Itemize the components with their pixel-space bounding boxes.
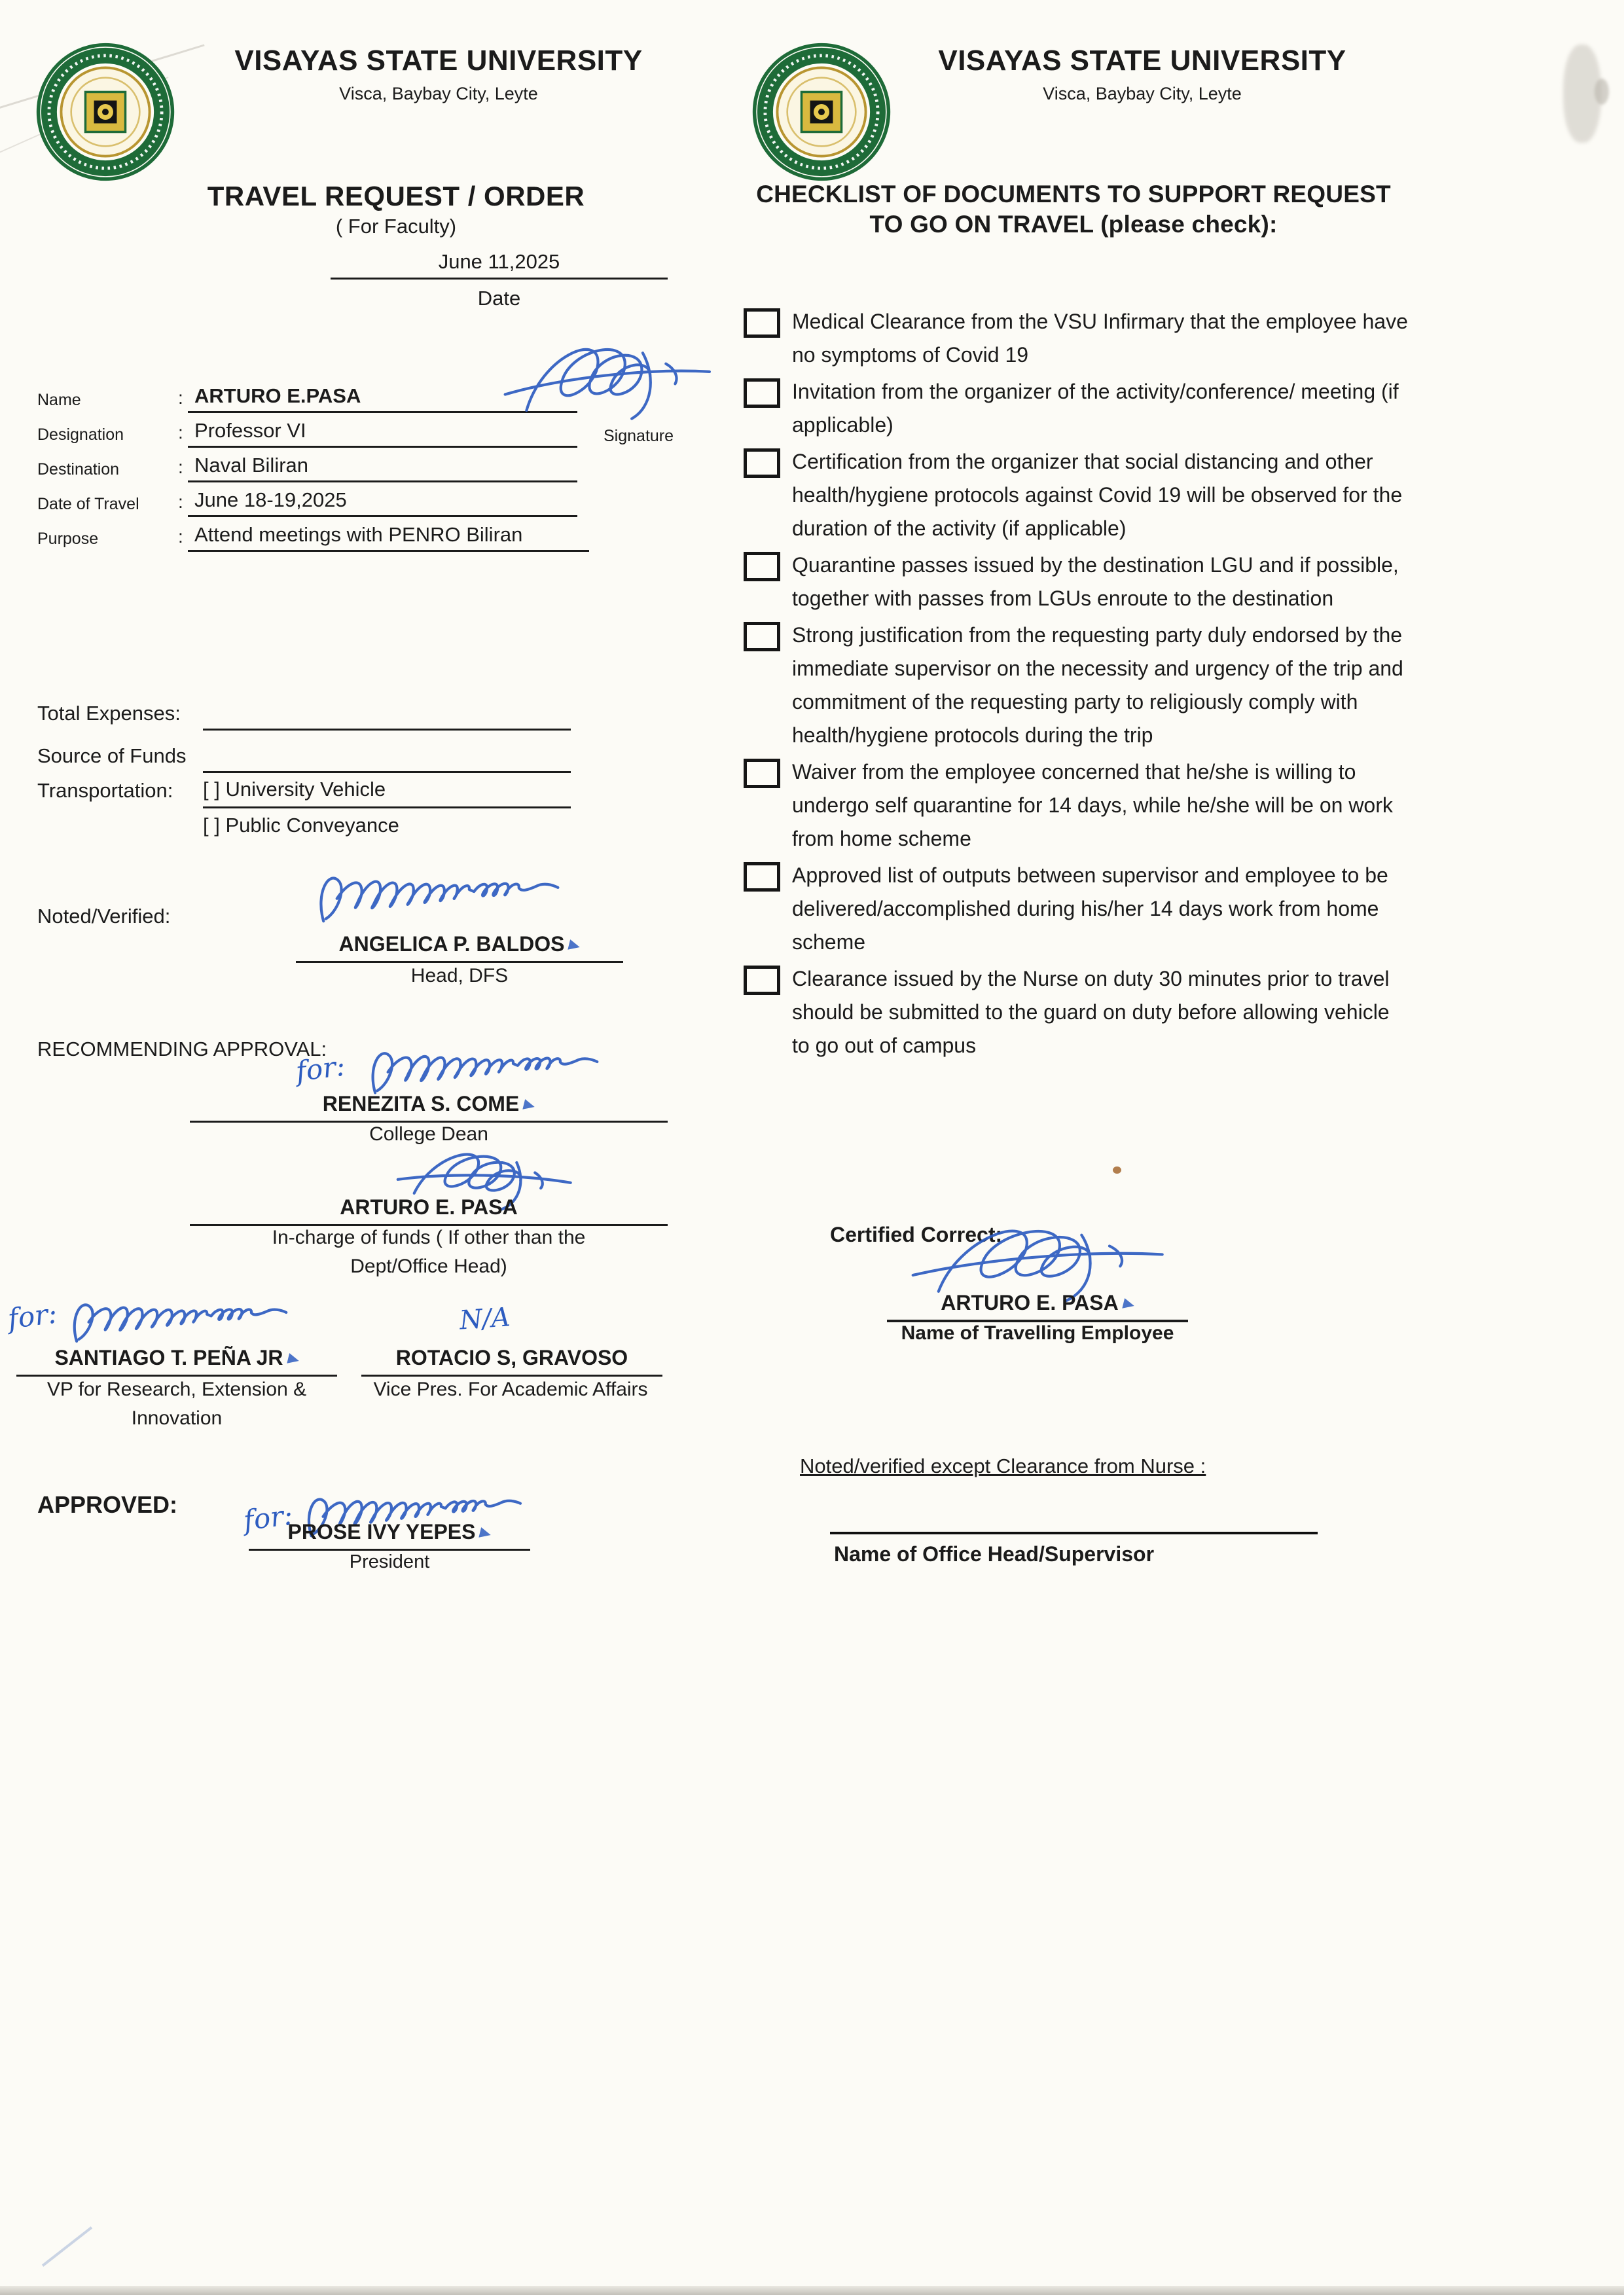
scan-bottom-edge (0, 2286, 1624, 2295)
office-head-blank-line (830, 1506, 1318, 1534)
checklist-checkbox-6 (744, 759, 780, 788)
checklist-item (744, 619, 1444, 752)
vsu-logo-left (34, 41, 177, 187)
president-title: President (349, 1551, 430, 1572)
checklist-checkbox-2 (744, 378, 780, 408)
checklist-title-line1: CHECKLIST OF DOCUMENTS TO SUPPORT REQUEST (756, 181, 1391, 208)
approved-label: APPROVED: (37, 1491, 178, 1518)
checklist-checkbox-1 (744, 308, 780, 338)
field-label-date-of-travel: Date of Travel (37, 495, 139, 513)
total-expenses-label: Total Expenses: (37, 702, 181, 725)
checklist-checkbox-5 (744, 622, 780, 651)
field-label-destination: Destination (37, 460, 120, 479)
dean-title: College Dean (369, 1123, 488, 1145)
university-address-left: Visca, Baybay City, Leyte (339, 84, 538, 103)
checklist-title-line2: TO GO ON TRAVEL (please check): (869, 211, 1278, 238)
field-colon: : (178, 457, 183, 477)
transportation-label: Transportation: (37, 779, 173, 802)
president-name-text: PROSE IVY YEPES (287, 1520, 476, 1544)
field-colon: : (178, 492, 183, 512)
field-value-destination: Naval Biliran (188, 454, 577, 482)
noted-verified-title: Head, DFS (410, 965, 509, 986)
vp-academic-title: Vice Pres. For Academic Affairs (373, 1379, 648, 1400)
transport-option-public-conveyance: [ ] Public Conveyance (203, 814, 399, 837)
noted-except-clearance-text: Noted/verified except Clearance from Nurse : (800, 1455, 1206, 1477)
university-address-right: Visca, Baybay City, Leyte (1043, 84, 1242, 103)
form-subtitle: ( For Faculty) (335, 215, 457, 238)
signature-tail-icon (479, 1527, 492, 1540)
scan-smudge (1595, 79, 1609, 105)
checklist-item (744, 755, 1444, 856)
checklist (744, 305, 1444, 1066)
field-colon: : (178, 422, 183, 443)
funds-incharge-title-line2: Dept/Office Head) (350, 1256, 507, 1277)
vp-research-name (16, 1346, 337, 1377)
field-value-name: ARTURO E.PASA (188, 384, 577, 413)
vp-academic-name (361, 1346, 662, 1377)
funds-incharge-name (190, 1195, 668, 1226)
handwritten-for-note: for: (294, 1049, 347, 1088)
noted-verified-name-text: ANGELICA P. BALDOS (338, 932, 565, 956)
recommending-approval-label: RECOMMENDING APPROVAL: (37, 1038, 327, 1060)
president-name (249, 1520, 530, 1551)
checklist-item (744, 305, 1444, 372)
field-value-designation: Professor VI (188, 419, 577, 448)
checklist-item-text: Clearance issued by the Nurse on duty 30 minutes prior to travel should be submitted to the guard on duty before allowing vehicle to go out of campus (792, 967, 1390, 1057)
handwritten-na-note: N/A (458, 1302, 511, 1336)
vp-academic-name-text: ROTACIO S, GRAVOSO (395, 1346, 628, 1369)
funds-incharge-title-line1: In-charge of funds ( If other than the (272, 1227, 586, 1248)
checklist-item (744, 375, 1444, 442)
field-label-purpose: Purpose (37, 530, 99, 548)
dean-name-text: RENEZITA S. COME (322, 1092, 520, 1115)
transport-option-university-vehicle: [ ] University Vehicle (203, 778, 571, 808)
checklist-checkbox-8 (744, 966, 780, 995)
checklist-item-text: Certification from the organizer that social distancing and other health/hygiene protocols against Covid 19 will be observed for the duration of the activity (if applicable) (792, 450, 1403, 540)
checklist-item-text: Quarantine passes issued by the destination LGU and if possible, together with passes from LGUs enroute to the destination (792, 553, 1399, 610)
vp-research-title-line1: VP for Research, Extension & (46, 1379, 307, 1400)
checklist-checkbox-7 (744, 862, 780, 892)
field-value-date-of-travel: June 18-19,2025 (188, 488, 577, 517)
handwritten-for-note: for: (242, 1498, 295, 1537)
checklist-item (744, 859, 1444, 959)
noted-verified-label: Noted/Verified: (37, 905, 171, 928)
checklist-item-text: Strong justification from the requesting party duly endorsed by the immediate supervisor on the necessity and urgency of the trip and commitment of the requesting party to religiously comply with health/hygiene protocols during the trip (792, 623, 1403, 747)
noted-verified-name (296, 932, 623, 963)
field-colon: : (178, 526, 183, 547)
checklist-checkbox-3 (744, 448, 780, 478)
signature-tail-icon (523, 1099, 536, 1112)
travelling-employee-name-text: ARTURO E. PASA (941, 1291, 1119, 1314)
vsu-seal-icon (750, 41, 893, 183)
signature-tail-icon (1122, 1298, 1135, 1311)
dean-name (190, 1092, 668, 1123)
university-name-left: VISAYAS STATE UNIVERSITY (234, 45, 643, 77)
date-value: June 11,2025 (331, 250, 668, 280)
checklist-checkbox-4 (744, 552, 780, 581)
signature-tail-icon (287, 1353, 300, 1366)
date-label: Date (477, 287, 521, 310)
vp-research-name-text: SANTIAGO T. PEÑA JR (54, 1346, 283, 1369)
ink-dot (1113, 1166, 1121, 1174)
field-label-designation: Designation (37, 425, 124, 444)
checklist-item-text: Approved list of outputs between supervisor and employee to be delivered/accomplished during his/her 14 days work from home scheme (792, 863, 1388, 954)
travelling-employee-name (887, 1291, 1188, 1322)
signature-arturo-pasa-name-field (492, 318, 723, 441)
total-expenses-blank-line (203, 702, 571, 731)
signature-label: Signature (604, 427, 674, 445)
checklist-item-text: Waiver from the employee concerned that he/she is willing to undergo self quarantine for 14 days, while he/she will be on work from home scheme (792, 760, 1393, 850)
signature-tail-icon (568, 939, 581, 952)
vsu-seal-icon (34, 41, 177, 183)
office-head-label: Name of Office Head/Supervisor (834, 1542, 1155, 1566)
checklist-item (744, 962, 1444, 1062)
travelling-employee-title: Name of Travelling Employee (901, 1322, 1174, 1344)
source-of-funds-label: Source of Funds (37, 744, 187, 767)
source-of-funds-blank-line (203, 744, 571, 773)
form-title: TRAVEL REQUEST / ORDER (207, 181, 585, 211)
vp-research-title-line2: Innovation (131, 1407, 223, 1429)
funds-incharge-name-text: ARTURO E. PASA (340, 1195, 518, 1219)
checklist-item-text: Medical Clearance from the VSU Infirmary that the employee have no symptoms of Covid 19 (792, 310, 1408, 367)
handwritten-for-note: for: (6, 1297, 59, 1335)
vsu-logo-right (750, 41, 893, 187)
checklist-item (744, 445, 1444, 545)
scan-corner-mark (42, 2226, 92, 2267)
checklist-item (744, 549, 1444, 615)
field-label-name: Name (37, 391, 81, 409)
signature-angelica-baldos (310, 854, 620, 941)
field-value-purpose: Attend meetings with PENRO Biliran (188, 523, 589, 552)
certified-correct-label: Certified Correct: (830, 1223, 1003, 1246)
university-name-right: VISAYAS STATE UNIVERSITY (938, 45, 1346, 77)
checklist-item-text: Invitation from the organizer of the activity/conference/ meeting (if applicable) (792, 380, 1399, 437)
field-colon: : (178, 388, 183, 408)
